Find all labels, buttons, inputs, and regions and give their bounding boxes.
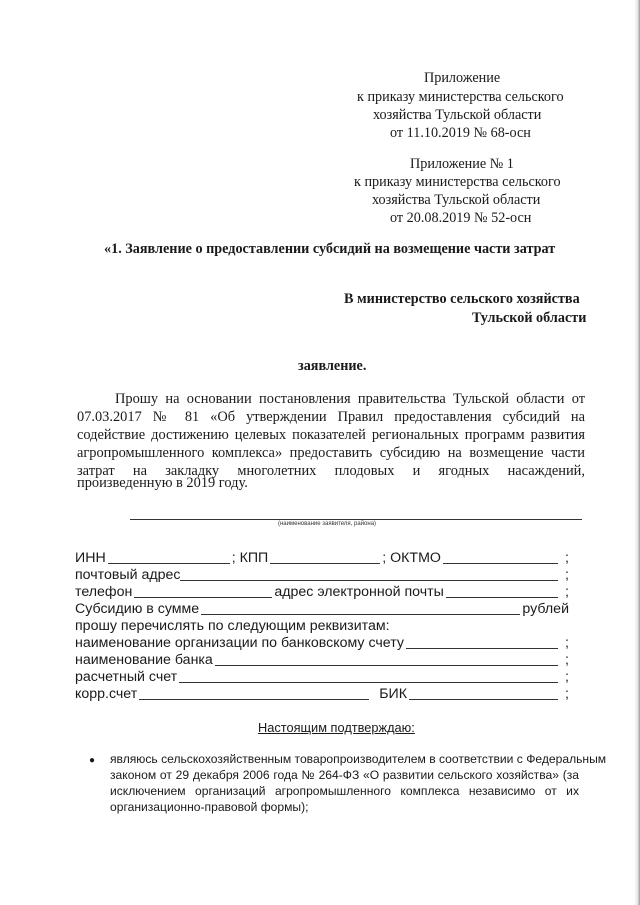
org-name-label: наименование организации по банковскому счету [75,635,404,651]
transfer-label: прошу перечислять по следующим реквизитам: [75,618,390,634]
postal-label: почтовый адрес [75,567,181,583]
scan-edge [634,0,640,905]
bank-field[interactable] [215,665,558,666]
row-subsidy [75,600,569,617]
row-transfer [75,617,569,634]
postal-field-cont[interactable] [180,580,558,581]
phone-label: телефон [75,584,133,600]
bullet-1-line-1: являюсь сельскохозяйственным товаропроизводителем в соответствии с Федеральным [110,752,607,766]
separator: ; [565,652,569,668]
corr-account-field[interactable] [139,699,369,700]
appendix1-line-3: хозяйства Тульской области [373,107,542,123]
appendix1-line-1: Приложение [424,70,501,86]
oktmo-label: ; ОКТМО [382,550,441,566]
row-bank [75,651,569,668]
body-line-3: содействие достижению целевых показателей региональных программ развития [77,427,585,443]
email-field[interactable] [446,597,558,598]
row-corr-bik [75,685,569,702]
addressee-line-1: В министерство сельского хозяйства [344,291,580,307]
bullet-1-line-2: законом от 29 декабря 2006 года № 264-ФЗ «О развитии сельского хозяйства» (за [110,768,579,782]
appendix2-line-3: хозяйства Тульской области [372,192,541,208]
applicant-caption: (наименование заявителя, района) [278,521,377,527]
appendix2-line-2: к приказу министерства сельского [354,174,561,190]
separator: ; [565,635,569,651]
confirm-heading: Настоящим подтверждаю: [258,720,415,735]
kpp-field[interactable] [270,563,380,564]
email-label: адрес электронной почты [274,584,444,600]
separator: ; [565,669,569,685]
row-phone-email [75,583,569,600]
appendix1-line-2: к приказу министерства сельского [357,89,564,105]
appendix2-line-4: от 20.08.2019 № 52-осн [390,210,532,226]
separator: ; [565,686,569,702]
document-title: «1. Заявление о предоставлении субсидий на возмещение части затрат [104,241,556,257]
bank-label: наименование банка [75,652,213,668]
kpp-label: ; КПП [231,550,269,566]
bullet-1-line-3: исключением организаций агропромышленного комплекса независимо от их [110,784,579,798]
bullet-1-line-4: организационно-правовой формы); [110,800,309,814]
oktmo-field[interactable] [443,563,558,564]
separator: ; [565,584,569,600]
phone-field[interactable] [134,597,272,598]
account-label: расчетный счет [75,669,178,685]
inn-label: ИНН [75,550,106,566]
bik-field[interactable] [409,699,558,700]
corr-label: корр.счет [75,686,138,702]
rubles-label: рублей [522,601,569,617]
applicant-name-line[interactable] [130,519,582,520]
row-inn-kpp-oktmo [75,549,569,566]
separator: ; [565,567,569,583]
body-line-6: произведенную в 2019 году. [77,475,248,491]
addressee-line-2: Тульской области [472,310,587,326]
body-line-4: агропромышленного комплекса» предоставить субсидию на возмещение части [77,445,585,461]
subsidy-label: Субсидию в сумме [75,601,200,617]
separator: ; [565,550,569,566]
inn-field[interactable] [108,563,230,564]
bik-label: БИК [379,686,408,702]
row-org-name [75,634,569,651]
appendix2-line-1: Приложение № 1 [410,156,514,172]
subsidy-amount-field[interactable] [201,614,520,615]
account-field[interactable] [179,682,558,683]
org-name-field[interactable] [406,648,558,649]
body-line-5: затрат на закладку многолетних плодовых и ягодных насаждений, [77,463,585,479]
body-line-1: Прошу на основании постановления правительства Тульской области от [115,391,585,407]
statement-heading: заявление. [298,358,367,374]
row-account [75,668,569,685]
appendix1-line-4: от 11.10.2019 № 68-осн [390,125,531,141]
body-line-2: 07.03.2017 № 81 «Об утверждении Правил предоставления субсидий на [77,409,585,425]
bullet-icon: ● [89,755,96,766]
